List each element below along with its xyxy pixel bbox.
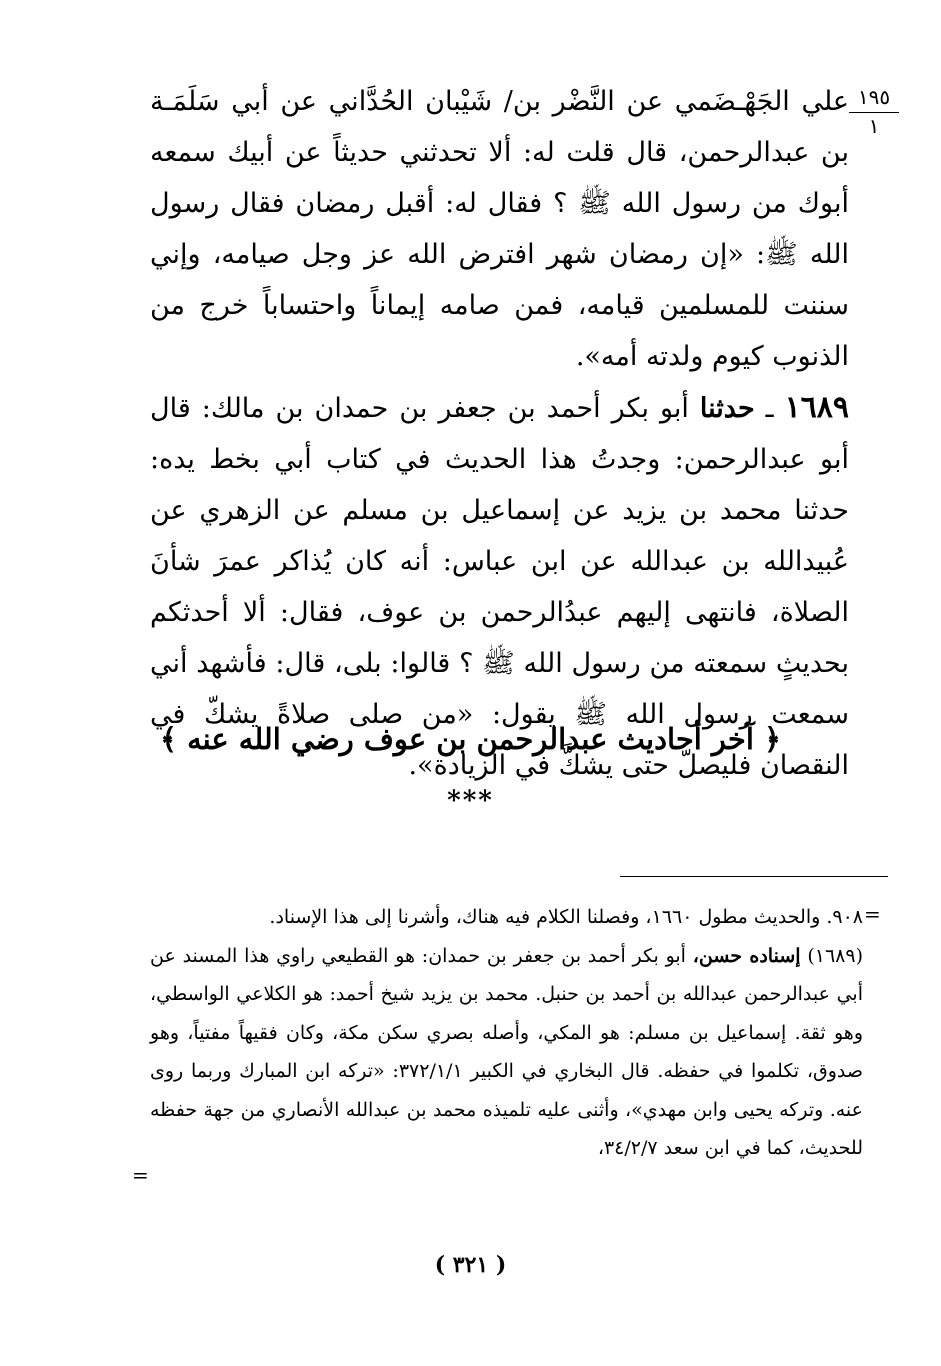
hadith-number: ١٦٨٩ <box>784 390 850 425</box>
section-separator-stars: *** <box>447 786 494 816</box>
margin-reference-sub: ١ <box>868 114 880 138</box>
margin-reference-number: ١٩٥ <box>849 84 899 113</box>
main-text <box>150 76 849 791</box>
paragraph-2-text: أبو بكر أحمد بن جعفر بن حمدان بن مالك: قال أبو عبدالرحمن: وجدتُ هذا الحديث في كتاب أبي بخط يده: حدثنا محمد بن يزيد عن إسماعيل بن مسلم عن الزهري عن عُبيدالله بن عبدالله عن ابن عباس: أنه كان يُذاكر عمرَ شأنَ الصلاة، فانتهى إليهم عبدُالرحمن بن عوف، فقال: ألا أحدثكم بحديثٍ سمعته من رسول الله ﷺ ؟ قالوا: بلى، قال: فأشهد أني سمعت رسول الله ﷺ يقول: «من صلى صلاةً يشكّ في النقصان فليصلّ حتى يشكَّ في الزيادة». <box>150 393 849 781</box>
hadith-dash: ـ <box>754 393 785 424</box>
continuation-mark-bottom: = <box>132 1163 149 1187</box>
page-number: ( ٣٢١ ) <box>434 1252 507 1278</box>
footnote-rule <box>620 876 888 877</box>
footnote-number: (١٦٨٩) <box>807 944 863 967</box>
paragraph-1: علي الجَهْـضَمي عن النَّضْر بن/ شَيْبان الحُدَّاني عن أبي سَلَمَـة بن عبدالرحمن، قال قلت له: ألا تحدثني حديثاً عن أبيك سمعه أبوك من رسول الله ﷺ ؟ فقال له: أقبل رمضان فقال رسول الله ﷺ: «إن رمضان شهر افترض الله عز وجل صيامه، وإني سننت للمسلمين قيامه، فمن صامه إيماناً واحتساباً خرج من الذنوب كيوم ولدته أمه». <box>150 86 849 372</box>
margin-reference <box>849 84 899 139</box>
hadith-lead-word: حدثنا <box>699 393 755 424</box>
footnote-text: أبو بكر أحمد بن جعفر بن حمدان: هو القطيعي راوي هذا المسند عن أبي عبدالرحمن عبدالله بن أحمد بن حنبل. محمد بن يزيد شيخ أحمد: هو الكلاعي الواسطي، وهو ثقة. إسماعيل بن مسلم: هو المكي، وأصله بصري سكن مكة، وكان فقيهاً مفتياً، وهو صدوق، تكلموا في حفظه. قال البخاري في الكبير ٣٧٢/١/١: «تركه ابن المبارك وربما روى عنه. وتركه يحيى وابن مهدي»، وأثنى عليه تلميذه محمد بن عبدالله الأنصاري من جهة حفظه للحديث، كما في ابن سعد ٣٤/٢/٧، <box>150 944 863 1159</box>
footnote-grading: إسناده حسن، <box>692 944 801 967</box>
footnote-1689 <box>150 937 863 1168</box>
footnote-continuation: ٩٠٨. والحديث مطول ١٦٦٠، وفصلنا الكلام فيه هناك، وأشرنا إلى هذا الإسناد. <box>269 906 863 928</box>
section-title: ﴿ آخر أحاديث عبدالرحمن بن عوف رضي الله عنه ﴾ <box>160 722 781 756</box>
footnotes <box>150 898 863 1168</box>
continuation-mark-top: = <box>864 902 881 926</box>
